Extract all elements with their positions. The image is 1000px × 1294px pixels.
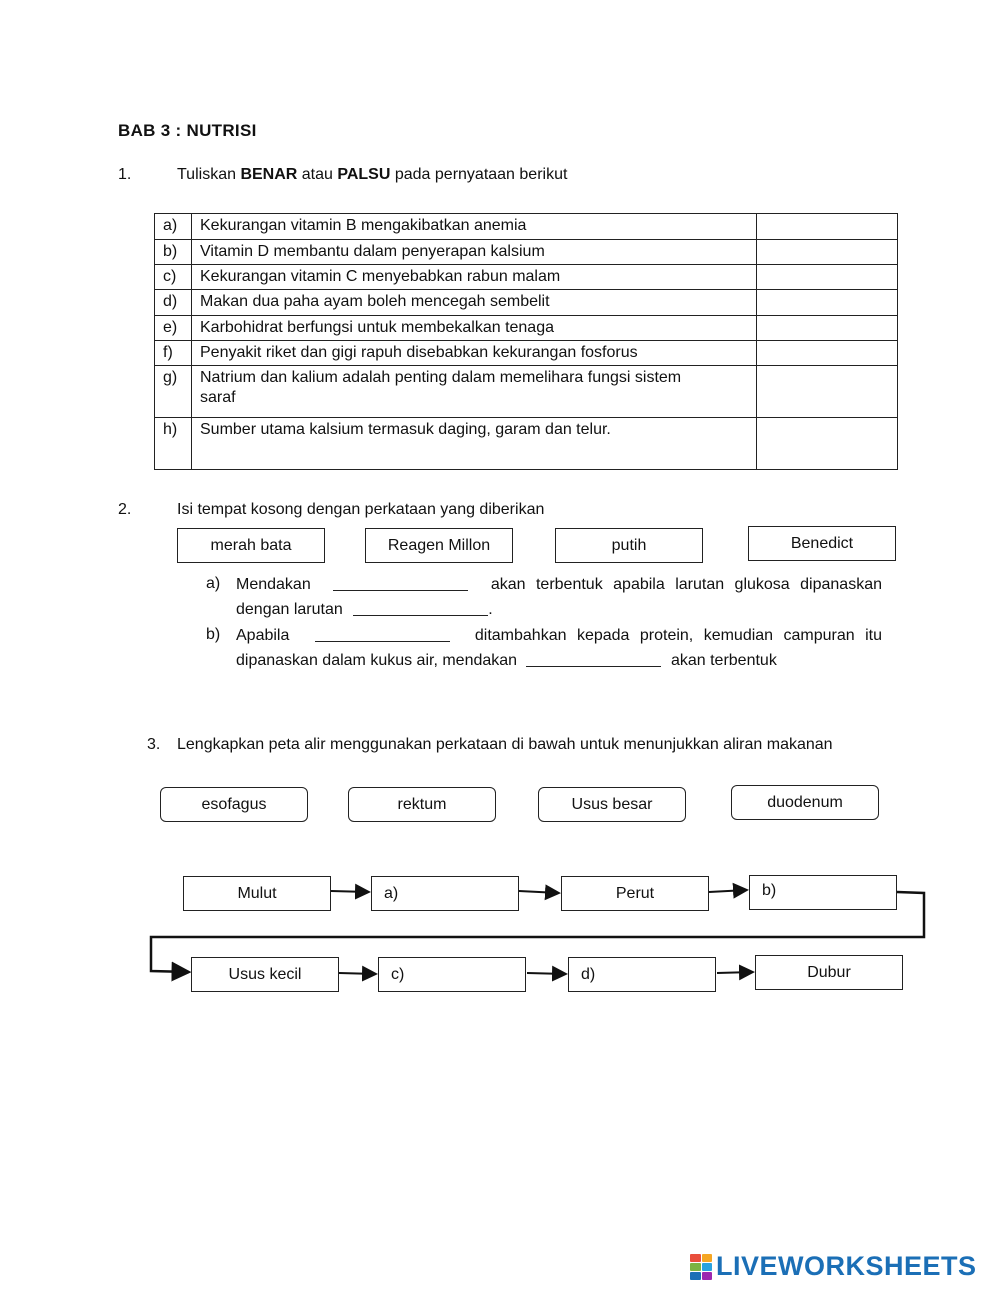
row-statement: Vitamin D membantu dalam penyerapan kalsium	[192, 240, 757, 265]
flow-box-d[interactable]: d)	[568, 957, 716, 992]
fill-a-label: a)	[206, 575, 221, 592]
row-statement: Sumber utama kalsium termasuk daging, garam dan telur.	[192, 418, 757, 470]
word-box-benedict[interactable]: Benedict	[748, 526, 896, 561]
word-box-reagen-millon[interactable]: Reagen Millon	[365, 528, 513, 563]
row-label: b)	[155, 240, 192, 265]
fill-a-text3: dengan larutan	[236, 601, 343, 618]
row-label: a)	[155, 214, 192, 240]
flow-box-perut: Perut	[561, 876, 709, 911]
page-title: BAB 3 : NUTRISI	[118, 121, 257, 140]
arrow-perut-b	[709, 890, 747, 892]
row-statement: Natrium dan kalium adalah penting dalam memelihara fungsi sistem saraf	[192, 366, 757, 418]
word-box-usus-besar[interactable]: Usus besar	[538, 787, 686, 822]
fill-a-text1: Mendakan	[236, 576, 311, 593]
row-label: g)	[155, 366, 192, 418]
fill-b-text2: ditambahkan kepada protein, kemudian campuran itu	[474, 627, 882, 644]
row-statement: Karbohidrat berfungsi untuk membekalkan tenaga	[192, 316, 757, 341]
flow-box-b[interactable]: b)	[749, 875, 897, 910]
liveworksheets-logo-icon	[690, 1254, 712, 1280]
fill-a-text4: .	[488, 601, 493, 618]
word-box-merah-bata[interactable]: merah bata	[177, 528, 325, 563]
arrow-a-perut	[519, 891, 559, 893]
flow-box-mulut: Mulut	[183, 876, 331, 911]
liveworksheets-logo-text: LIVEWORKSHEETS	[716, 1251, 977, 1281]
liveworksheets-logo	[690, 1251, 977, 1282]
row-label: c)	[155, 265, 192, 290]
flow-box-usus-kecil: Usus kecil	[191, 957, 339, 992]
fill-a-text2: akan terbentuk apabila larutan glukosa dipanaskan	[490, 576, 882, 593]
fill-b-label: b)	[206, 626, 221, 643]
word-box-rektum[interactable]: rektum	[348, 787, 496, 822]
flow-box-a[interactable]: a)	[371, 876, 519, 911]
question-1-text: Tuliskan BENAR atau PALSU pada pernyataan berikut	[177, 166, 568, 183]
fill-b-text1: Apabila	[236, 627, 290, 644]
question-3-text: Lengkapkan peta alir menggunakan perkataan di bawah untuk menunjukkan aliran makanan	[177, 736, 833, 753]
row-label: e)	[155, 316, 192, 341]
row-label: d)	[155, 290, 192, 316]
word-box-esofagus[interactable]: esofagus	[160, 787, 308, 822]
flow-box-dubur: Dubur	[755, 955, 903, 990]
row-statement: Makan dua paha ayam boleh mencegah sembelit	[192, 290, 757, 316]
question-2-text: Isi tempat kosong dengan perkataan yang diberikan	[177, 501, 545, 518]
row-label: f)	[155, 341, 192, 366]
fill-b-text4: akan terbentuk	[670, 652, 777, 669]
row-statement: Penyakit riket dan gigi rapuh disebabkan kekurangan fosforus	[192, 341, 757, 366]
row-statement: Kekurangan vitamin C menyebabkan rabun malam	[192, 265, 757, 290]
question-1-number: 1.	[118, 166, 132, 183]
word-box-duodenum[interactable]: duodenum	[731, 785, 879, 820]
arrow-mulut-a	[331, 891, 369, 892]
row-label: h)	[155, 418, 192, 470]
row-statement: Kekurangan vitamin B mengakibatkan anemia	[192, 214, 757, 240]
question-2-number: 2.	[118, 501, 132, 518]
word-box-putih[interactable]: putih	[555, 528, 703, 563]
fill-b-text3: dipanaskan dalam kukus air, mendakan	[236, 652, 518, 669]
flow-box-c[interactable]: c)	[378, 957, 526, 992]
question-3-number: 3.	[147, 736, 161, 753]
arrow-d-dubur	[717, 972, 753, 973]
arrow-usus-kecil-c	[339, 973, 376, 974]
arrow-c-d	[527, 973, 566, 974]
